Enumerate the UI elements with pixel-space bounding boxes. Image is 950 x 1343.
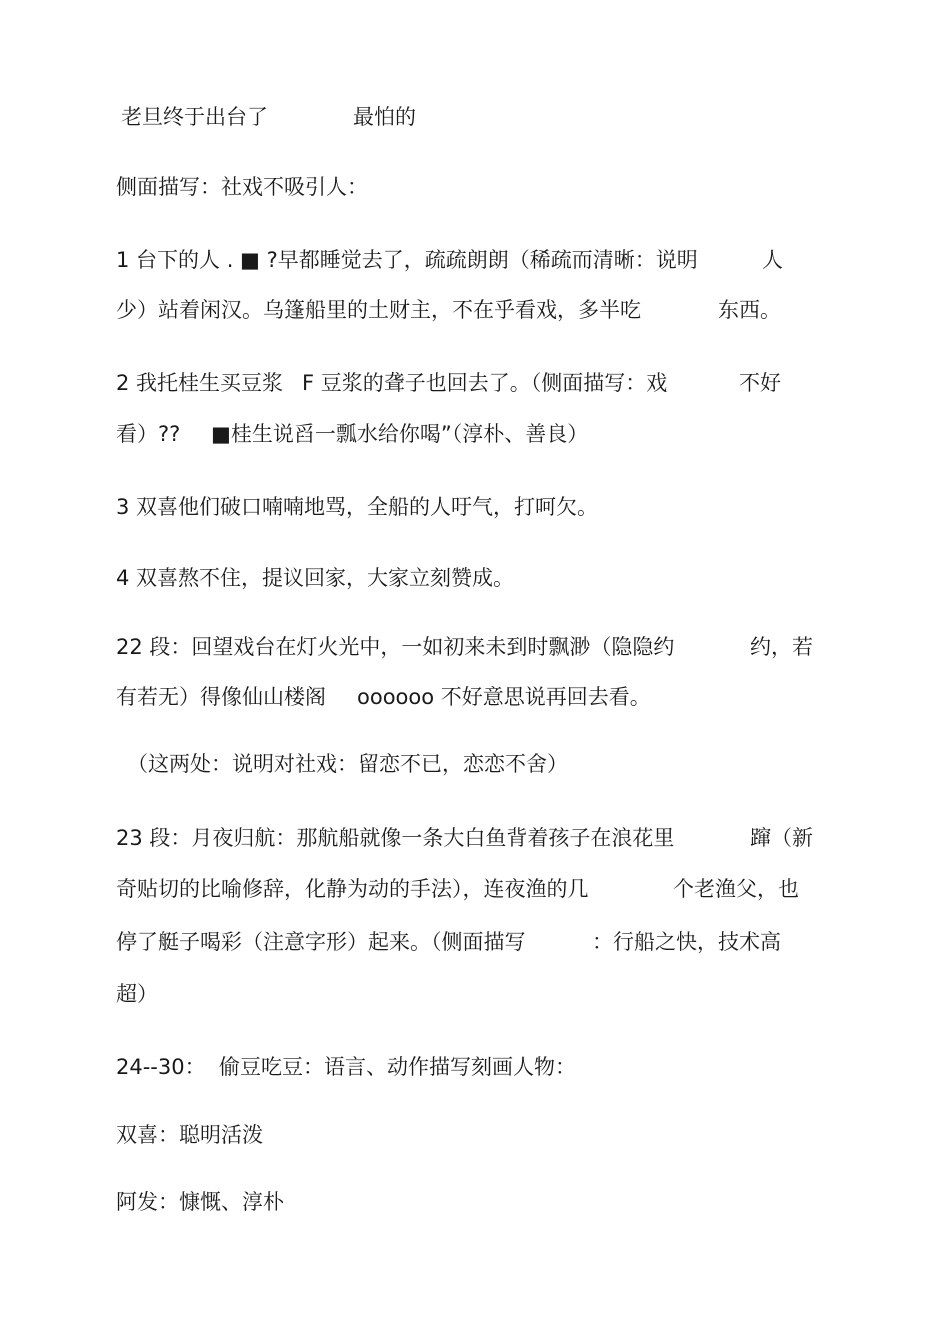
text-line: 有若无）得像仙山楼阁 xyxy=(116,685,326,709)
text-line: 22 段：回望戏台在灯火光中，一如初来未到时飘渺（隐隐约 xyxy=(116,635,675,659)
text-line: 24--30： 偷豆吃豆：语言、动作描写刻画人物： xyxy=(116,1055,576,1079)
text-line: 看）?? xyxy=(116,422,181,446)
text-line: 3 双喜他们破口喃喃地骂，全船的人吁气，打呵欠。 xyxy=(116,495,599,519)
text-line: 阿发：慷慨、淳朴 xyxy=(116,1190,284,1214)
text-line: 少）站着闲汉。乌篷船里的土财主，不在乎看戏，多半吃 xyxy=(116,298,641,322)
text-line: 4 双喜熬不住，提议回家，大家立刻赞成。 xyxy=(116,566,515,590)
text-line: ：行船之快，技术高 xyxy=(592,930,781,954)
text-line: 个老渔父，也 xyxy=(673,877,799,901)
text-line: 约，若 xyxy=(750,635,813,659)
text-line: 人 xyxy=(762,248,783,272)
text-line: 奇贴切的比喻修辞，化静为动的手法），连夜渔的几 xyxy=(116,877,589,901)
text-line: 最怕的 xyxy=(353,105,416,129)
text-line: 超） xyxy=(116,982,158,1006)
text-line: 停了艇子喝彩（注意字形）起来。（侧面描写 xyxy=(116,930,526,954)
text-line: 23 段：月夜归航：那航船就像一条大白鱼背着孩子在浪花里 xyxy=(116,826,675,850)
text-line: oooooo 不好意思说再回去看。 xyxy=(357,685,651,709)
text-line: ■桂生说舀一瓢水给你喝”（淳朴、善良） xyxy=(211,422,589,446)
text-line: 侧面描写：社戏不吸引人： xyxy=(116,175,368,199)
text-line: 不好 xyxy=(739,371,781,395)
text-line: 双喜：聪明活泼 xyxy=(116,1123,263,1147)
text-line: F 豆浆的聋子也回去了。（侧面描写：戏 xyxy=(302,371,668,395)
text-line: 2 我托桂生买豆浆 xyxy=(116,371,284,395)
text-line: 东西。 xyxy=(718,298,781,322)
text-line: 蹿（新 xyxy=(750,826,813,850)
text-line: 老旦终于出台了 xyxy=(121,105,268,129)
text-line: 1 台下的人 . ■ ?早都睡觉去了，疏疏朗朗（稀疏而清晰：说明 xyxy=(116,248,698,272)
text-line: （这两处：说明对社戏：留恋不已，恋恋不舍） xyxy=(127,752,568,776)
